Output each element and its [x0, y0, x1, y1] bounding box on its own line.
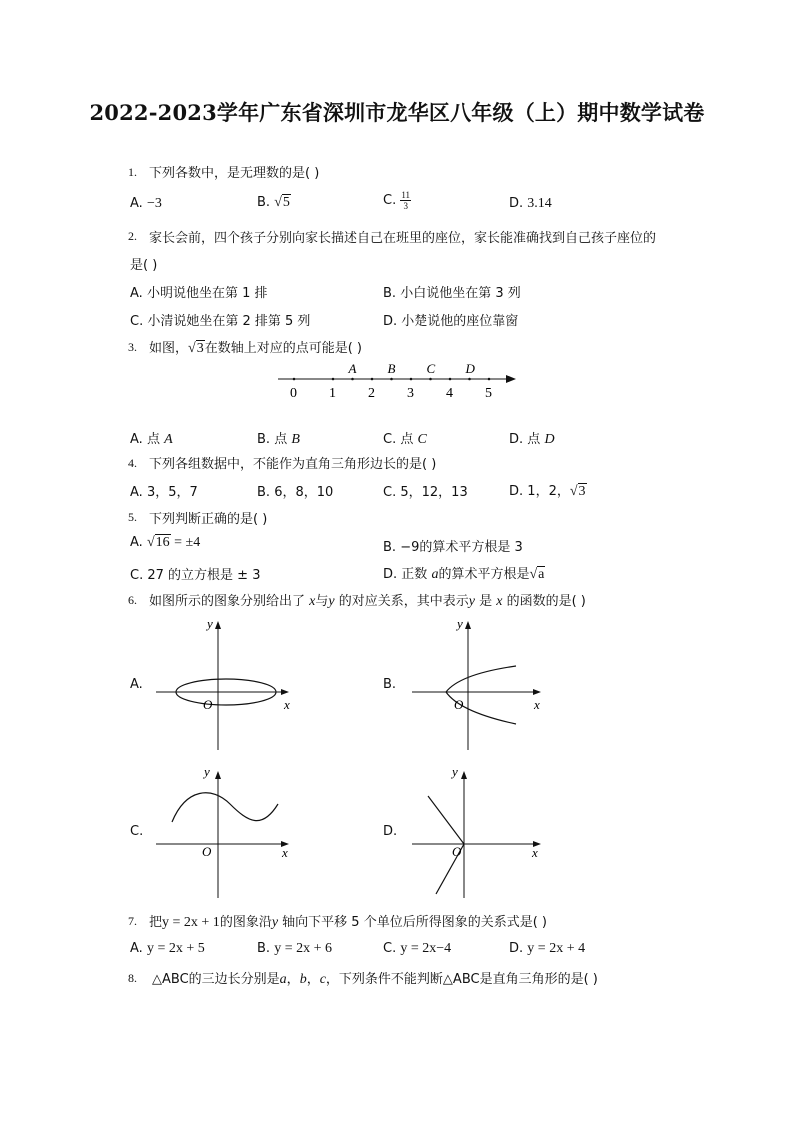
x-axis-arrow — [281, 689, 289, 695]
q6-stem-y2: y — [468, 594, 475, 609]
q5-option-a-post: = ±4 — [170, 535, 201, 550]
q4-number: 4. — [128, 456, 137, 470]
q3-option-b-label: B. — [257, 432, 271, 447]
q3-option-a-label: A. — [130, 432, 143, 447]
q6-graph-c — [150, 760, 300, 902]
q3-stem-sqrt: √3 — [188, 341, 204, 356]
q4-option-c-text: 5，12，13 — [400, 485, 468, 500]
q3-option-b-text: 点 — [274, 432, 292, 447]
x-axis-label: x — [532, 845, 538, 860]
q1-option-c-label: C. — [383, 193, 397, 208]
q8-stem-b: b — [299, 972, 307, 987]
q6-stem-mid2: 的对应关系，其中表示 — [334, 594, 469, 609]
q3-option-d-label: D. — [509, 432, 524, 447]
origin-label: O — [454, 697, 464, 712]
q3-number-line — [270, 360, 530, 405]
q8-stem-sep1: ， — [286, 972, 300, 987]
q7-stem-axis: y — [271, 915, 279, 930]
number-line-tick-label: 4 — [446, 386, 453, 401]
q6-stem-post: 的函数的是( ) — [502, 594, 586, 609]
q6-option-a-label: A. — [130, 677, 143, 692]
q2-option-a — [130, 282, 267, 301]
q2-option-c-label: C. — [130, 314, 144, 329]
q7-stem-mid: 的图象沿 — [219, 915, 272, 930]
y-axis-label: y — [457, 616, 463, 631]
parabola-curve — [446, 666, 516, 724]
q6-graph-a — [150, 612, 300, 754]
q6-graph-d — [400, 760, 550, 902]
q5-option-a-sqrt: √16 — [146, 535, 170, 550]
number-line-point — [351, 378, 354, 381]
q4-option-d-text: 1，2， — [527, 484, 570, 499]
q1-option-c-numerator: 11 — [401, 190, 411, 200]
number-line-tick-label: 1 — [329, 386, 336, 401]
q4-option-a-text: 3，5，7 — [146, 485, 198, 500]
q2-option-a-label: A. — [130, 286, 143, 301]
q7-option-b-text: y = 2x + 6 — [274, 941, 332, 956]
q6-option-d-label: D. — [383, 824, 398, 839]
q2-option-c — [130, 310, 310, 329]
q7-stem-eq: y = 2x + 1 — [162, 915, 220, 930]
q6-option-c-label: C. — [130, 824, 144, 839]
q2-number: 2. — [128, 229, 137, 243]
q6-number: 6. — [128, 593, 137, 607]
q5-option-d-label: D. — [383, 567, 398, 582]
number-line-tick-label: 3 — [407, 386, 414, 401]
number-line-tick-label: 2 — [368, 386, 375, 401]
q7-option-b-label: B. — [257, 941, 271, 956]
q4-stem: 下列各组数据中，不能作为直角三角形边长的是( ) — [149, 457, 437, 472]
q1-stem: 下列各数中，是无理数的是( ) — [149, 166, 320, 181]
number-line-point-label: C — [426, 361, 436, 376]
number-line-tick — [449, 378, 452, 381]
page-title: 2022-2023学年广东省深圳市龙华区八年级（上）期中数学试卷 — [89, 100, 705, 125]
q5-option-c-text: 27 的立方根是 ± 3 — [147, 568, 261, 583]
y-axis-arrow — [215, 771, 221, 779]
q5-option-a — [130, 535, 200, 551]
q2-option-b — [383, 282, 521, 301]
number-line-point-label: D — [465, 361, 475, 376]
q3-option-b-point: B — [291, 432, 300, 447]
y-axis-arrow — [461, 771, 467, 779]
q4-option-b-label: B. — [257, 485, 271, 500]
q3-option-c — [383, 428, 427, 448]
q5-option-d — [383, 563, 545, 583]
q8-stem-a: a — [279, 972, 287, 987]
q6-stem-x2: x — [496, 594, 503, 609]
number-line-tick — [410, 378, 413, 381]
q3-option-b — [257, 428, 300, 448]
q2-option-a-text: 小明说他坐在第 1 排 — [146, 286, 268, 301]
q3-option-a — [130, 428, 173, 448]
q7-number: 7. — [128, 914, 137, 928]
q1-option-b-radicand: 5 — [282, 195, 290, 210]
q5-option-d-var: a — [431, 567, 439, 582]
q6-stem-pre: 如图所示的图象分别给出了 — [149, 594, 310, 609]
q1-option-c-denominator: 3 — [403, 201, 408, 211]
q4-option-a — [130, 481, 198, 500]
q8-number: 8. — [128, 971, 137, 985]
q3-option-d-point: D — [544, 432, 555, 447]
y-axis-label: y — [452, 764, 458, 779]
q4-option-c — [383, 481, 468, 500]
q3-stem-pre: 如图， — [149, 341, 189, 356]
number-line-tick — [332, 378, 335, 381]
q7-option-c-label: C. — [383, 941, 397, 956]
q4-option-b-text: 6，8，10 — [274, 485, 334, 500]
q1-option-c — [383, 190, 411, 211]
q5-option-a-label: A. — [130, 535, 143, 550]
origin-label: O — [202, 844, 212, 859]
q5-option-d-radicand: a — [538, 567, 545, 582]
q3-option-d-text: 点 — [527, 432, 545, 447]
q7-option-d-text: y = 2x + 4 — [527, 941, 586, 956]
q2-option-d — [383, 310, 518, 329]
q1-number: 1. — [128, 165, 137, 179]
q4-option-d-sqrt: √3 — [569, 484, 586, 499]
q3-option-a-text: 点 — [146, 432, 165, 447]
q3-option-d — [509, 428, 555, 448]
q7-option-b — [257, 941, 332, 957]
q6-stem-y: y — [328, 594, 335, 609]
q6-option-b-label: B. — [383, 677, 397, 692]
q7-stem-pre: 把 — [149, 915, 163, 930]
q3-option-c-label: C. — [383, 432, 397, 447]
q5-option-a-radicand: 16 — [155, 535, 170, 550]
q5-option-d-sqrt: √a — [529, 567, 545, 582]
q7-option-d — [509, 941, 585, 957]
q2-option-b-text: 小白说他坐在第 3 列 — [400, 286, 521, 301]
q7-option-c-text: y = 2x−4 — [400, 941, 452, 956]
number-line-point-label: B — [387, 361, 396, 376]
q7-stem — [149, 911, 547, 931]
q5-option-b — [383, 536, 523, 555]
q4-option-d — [509, 480, 587, 500]
q1-option-a-value: −3 — [146, 196, 162, 211]
number-line-point — [429, 378, 432, 381]
q2-option-c-text: 小清说她坐在第 2 排第 5 列 — [147, 314, 311, 329]
number-line-point — [468, 378, 471, 381]
number-line-tick — [293, 378, 296, 381]
q4-option-a-label: A. — [130, 485, 143, 500]
q5-number: 5. — [128, 510, 137, 524]
q5-option-d-pre: 正数 — [401, 567, 432, 582]
q5-option-c-label: C. — [130, 568, 144, 583]
q5-stem: 下列判断正确的是( ) — [149, 512, 268, 527]
q7-option-a-label: A. — [130, 941, 143, 956]
q8-stem-c: c — [319, 972, 326, 987]
y-axis-arrow — [465, 621, 471, 629]
q1-option-b — [257, 195, 291, 211]
q3-option-a-point: A — [164, 432, 173, 447]
q1-option-d-label: D. — [509, 196, 524, 211]
q1-option-c-fraction — [400, 190, 411, 211]
origin-label: O — [203, 697, 213, 712]
x-axis-arrow — [533, 689, 541, 695]
upper-ray — [428, 796, 464, 844]
q2-stem-line2: 是( ) — [130, 258, 158, 273]
q1-option-d — [509, 196, 552, 212]
q1-option-d-value: 3.14 — [527, 196, 552, 211]
q3-number: 3. — [128, 340, 137, 354]
q8-stem-sep2: ， — [306, 972, 320, 987]
q3-option-c-point: C — [417, 432, 427, 447]
q1-option-b-label: B. — [257, 195, 271, 210]
q6-stem — [149, 590, 586, 610]
q5-option-c — [130, 564, 260, 583]
y-axis-label: y — [204, 764, 210, 779]
q2-option-d-label: D. — [383, 314, 398, 329]
q3-stem — [149, 337, 362, 357]
q8-stem-post: ，下列条件不能判断△ABC是直角三角形的是( ) — [325, 972, 598, 987]
number-line-tick-label: 0 — [290, 386, 297, 401]
y-axis-label: y — [207, 616, 213, 631]
number-line-arrow — [506, 375, 516, 383]
x-axis-label: x — [284, 697, 290, 712]
q1-option-a — [130, 196, 162, 212]
q5-option-b-label: B. — [383, 540, 397, 555]
number-line-point-label: A — [348, 361, 357, 376]
q5-option-d-mid: 的算术平方根是 — [438, 567, 530, 582]
q6-stem-mid3: 是 — [474, 594, 497, 609]
y-axis-arrow — [215, 621, 221, 629]
q4-option-c-label: C. — [383, 485, 397, 500]
number-line-tick — [488, 378, 491, 381]
q7-option-d-label: D. — [509, 941, 524, 956]
q4-option-d-radicand: 3 — [578, 484, 586, 499]
q8-stem — [152, 968, 598, 988]
q7-option-a — [130, 941, 205, 957]
q7-option-c — [383, 941, 451, 957]
origin-label: O — [452, 844, 462, 859]
q3-stem-radicand: 3 — [196, 341, 204, 356]
q2-option-d-text: 小楚说他的座位靠窗 — [401, 314, 519, 329]
x-axis-label: x — [282, 845, 288, 860]
q4-option-d-label: D. — [509, 484, 524, 499]
q6-stem-mid1: 与 — [315, 594, 329, 609]
q1-option-b-sqrt: √5 — [274, 195, 290, 210]
q7-stem-post: 轴向下平移 5 个单位后所得图象的关系式是( ) — [278, 915, 547, 930]
number-line-tick — [371, 378, 374, 381]
number-line-point — [390, 378, 393, 381]
q8-stem-pre: △ABC的三边长分别是 — [152, 972, 280, 987]
number-line-tick-label: 5 — [485, 386, 492, 401]
q1-option-a-label: A. — [130, 196, 143, 211]
q7-option-a-text: y = 2x + 5 — [146, 941, 205, 956]
q6-graph-b — [400, 612, 550, 754]
wave-curve — [172, 793, 278, 822]
q2-stem-line1: 家长会前，四个孩子分别向家长描述自己在班里的座位，家长能准确找到自己孩子座位的 — [149, 231, 657, 246]
x-axis-label: x — [534, 697, 540, 712]
q3-stem-post: 在数轴上对应的点可能是( ) — [204, 341, 362, 356]
q5-option-b-text: −9的算术平方根是 3 — [400, 540, 523, 555]
q4-option-b — [257, 481, 333, 500]
q3-option-c-text: 点 — [400, 432, 418, 447]
q6-stem-x: x — [309, 594, 316, 609]
q2-option-b-label: B. — [383, 286, 397, 301]
